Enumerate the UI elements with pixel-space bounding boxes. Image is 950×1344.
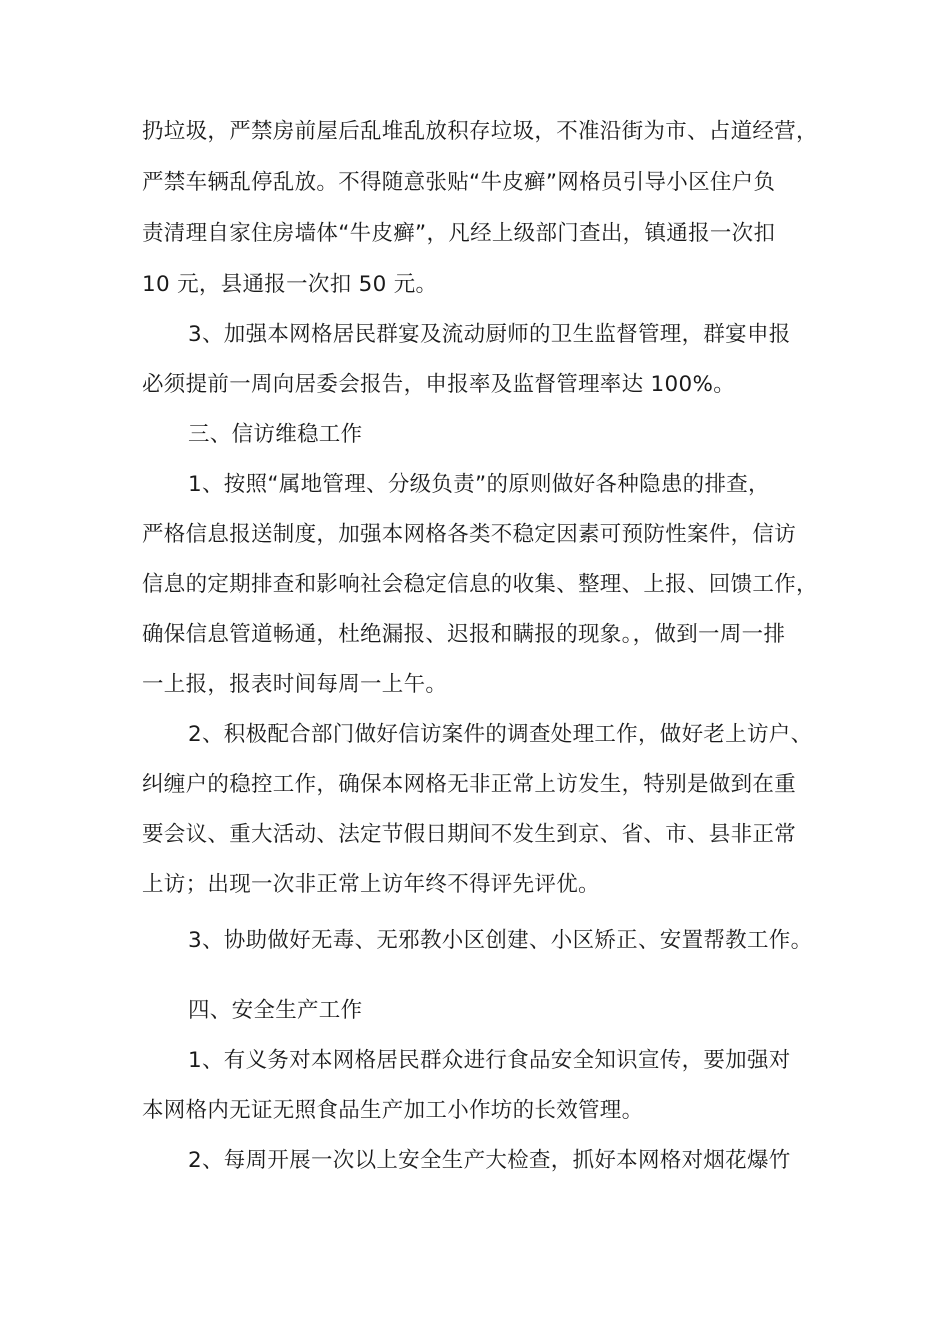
text-line: 严格信息报送制度，加强本网格各类不稳定因素可预防性案件，信访 [142, 522, 797, 547]
text-line: 一上报，报表时间每周一上午。 [142, 672, 448, 697]
text-line: 确保信息管道畅通，杜绝漏报、迟报和瞒报的现象。，做到一周一排 [142, 622, 786, 647]
text-line: 10 元，县通报一次扣 50 元。 [142, 272, 438, 297]
paragraph-start-line: 1、有义务对本网格居民群众进行食品安全知识宣传，要加强对 [188, 1048, 791, 1073]
paragraph-start-line: 2、每周开展一次以上安全生产大检查，抓好本网格对烟花爆竹 [188, 1148, 791, 1173]
text-line: 信息的定期排查和影响社会稳定信息的收集、整理、上报、回馈工作， [142, 572, 818, 597]
text-line: 必须提前一周向居委会报告，申报率及监督管理率达 100%。 [142, 372, 736, 397]
text-line: 扔垃圾，严禁房前屋后乱堆乱放积存垃圾，不准沿街为市、占道经营， [142, 119, 818, 144]
text-line: 纠缠户的稳控工作，确保本网格无非正常上访发生，特别是做到在重 [142, 772, 797, 797]
text-line: 上访；出现一次非正常上访年终不得评先评优。 [142, 872, 600, 897]
paragraph-start-line: 3、协助做好无毒、无邪教小区创建、小区矫正、安置帮教工作。 [188, 928, 813, 953]
paragraph-start-line: 3、加强本网格居民群宴及流动厨师的卫生监督管理，群宴申报 [188, 322, 791, 347]
section-heading: 三、信访维稳工作 [188, 422, 363, 447]
text-line: 责清理自家住房墙体“牛皮癣”，凡经上级部门查出，镇通报一次扣 [142, 221, 776, 246]
text-line: 本网格内无证无照食品生产加工小作坊的长效管理。 [142, 1098, 644, 1123]
section-heading: 四、安全生产工作 [188, 998, 363, 1023]
paragraph-start-line: 1、按照“属地管理、分级负责”的原则做好各种隐患的排查， [188, 472, 770, 497]
paragraph-start-line: 2、积极配合部门做好信访案件的调查处理工作，做好老上访户、 [188, 722, 813, 747]
text-line: 要会议、重大活动、法定节假日期间不发生到京、省、市、县非正常 [142, 822, 797, 847]
text-line: 严禁车辆乱停乱放。不得随意张贴“牛皮癣”网格员引导小区住户负 [142, 170, 776, 195]
